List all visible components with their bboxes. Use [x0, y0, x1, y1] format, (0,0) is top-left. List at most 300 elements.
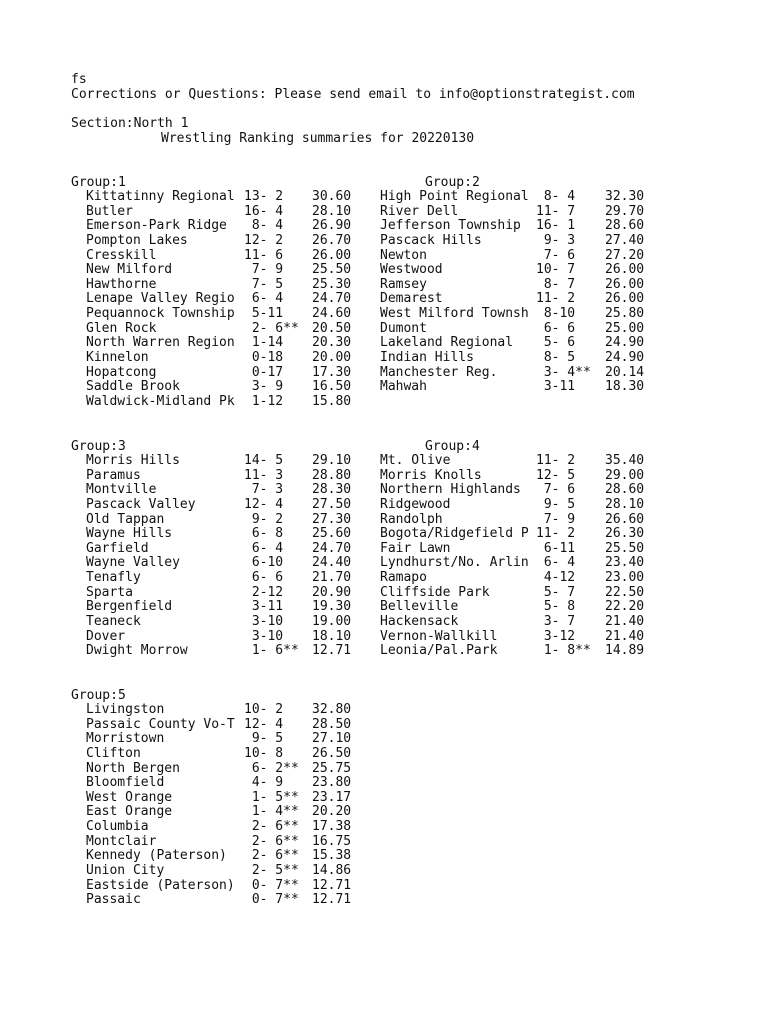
win-loss-record: 3-12 [536, 628, 576, 644]
team-name: East Orange [86, 804, 173, 820]
ranking-row [71, 555, 352, 571]
team-name: Morris Knolls [380, 467, 482, 483]
win-loss-record: 3-10 [244, 614, 284, 630]
ranking-row [71, 760, 352, 777]
team-name: High Point Regional [380, 189, 529, 204]
win-loss-record: 9- 5 [244, 731, 284, 747]
rating-value: 28.60 [605, 482, 645, 498]
ranking-row [71, 614, 352, 630]
win-loss-record: 1- 4** [244, 804, 299, 820]
win-loss-record: 8- 5 [536, 350, 576, 366]
ranking-row [380, 306, 645, 322]
rating-value: 15.38 [312, 848, 352, 864]
ranking-row [71, 848, 352, 864]
rating-value: 20.20 [312, 804, 352, 820]
win-loss-record: 12- 4 [244, 716, 284, 732]
ranking-row [71, 892, 352, 908]
rating-value: 26.30 [605, 526, 645, 542]
win-loss-record: 12- 4 [244, 496, 284, 512]
win-loss-record: 6- 2** [244, 760, 299, 776]
win-loss-record: 9- 5 [536, 496, 576, 512]
group-rows [380, 453, 645, 659]
rating-value: 28.10 [605, 496, 645, 512]
win-loss-record: 3- 7 [536, 614, 576, 630]
team-name: Lakeland Regional [380, 335, 514, 351]
ranking-row [380, 232, 645, 249]
team-name: River Dell [380, 203, 459, 219]
rating-value: 25.50 [605, 540, 645, 556]
rating-value: 26.90 [312, 218, 352, 234]
win-loss-record: 1-12 [244, 393, 284, 409]
win-loss-record: 14- 5 [244, 453, 284, 468]
ranking-row [380, 496, 645, 513]
ranking-row [380, 540, 645, 557]
win-loss-record: 10- 8 [244, 745, 284, 761]
rating-value: 25.80 [605, 306, 645, 322]
ranking-row [71, 482, 352, 498]
contact-line: Corrections or Questions: Please send email to info@optionstrategist.com [71, 87, 635, 102]
win-loss-record: 1-14 [244, 335, 284, 351]
win-loss-record: 8-10 [536, 306, 576, 322]
ranking-row [380, 335, 645, 351]
group-3 [71, 439, 352, 659]
ranking-row [71, 863, 352, 879]
win-loss-record: 6- 4 [244, 540, 284, 556]
ranking-row [71, 511, 352, 528]
team-name: Passaic County Vo-T [86, 716, 235, 732]
rating-value: 12.71 [312, 877, 352, 893]
rating-value: 28.50 [312, 716, 352, 732]
team-name: Columbia [86, 819, 149, 835]
rating-value: 17.30 [312, 364, 352, 380]
group-rows [380, 189, 645, 395]
team-name: Montville [86, 482, 157, 498]
rating-value: 18.10 [312, 628, 352, 644]
win-loss-record: 8- 4 [244, 218, 284, 234]
group-title: Group:3 [71, 439, 126, 454]
rating-value: 28.80 [312, 467, 352, 483]
team-name: Wayne Valley [86, 555, 180, 571]
win-loss-record: 3-10 [244, 628, 284, 644]
win-loss-record: 3- 9 [244, 379, 284, 395]
ranking-row [380, 526, 645, 542]
win-loss-record: 7- 6 [536, 247, 576, 263]
ranking-row [380, 189, 645, 205]
win-loss-record: 11- 2 [536, 453, 576, 468]
team-name: West Orange [86, 789, 173, 805]
rating-value: 26.70 [312, 232, 352, 248]
rating-value: 26.00 [605, 276, 645, 292]
team-name: Bloomfield [86, 775, 165, 791]
team-name: Ramapo [380, 570, 427, 586]
ranking-row [71, 379, 352, 395]
ranking-row [380, 584, 645, 601]
team-name: Cliffside Park [380, 584, 490, 600]
team-name: Ramsey [380, 276, 427, 292]
rating-value: 25.00 [605, 320, 645, 336]
rating-value: 20.90 [312, 584, 352, 600]
win-loss-record: 6- 4 [244, 291, 284, 307]
team-name: Northern Highlands [380, 482, 521, 498]
rating-value: 12.71 [312, 892, 352, 908]
rating-value: 24.60 [312, 306, 352, 322]
rating-value: 24.90 [605, 335, 645, 351]
win-loss-record: 11- 3 [244, 467, 284, 483]
win-loss-record: 10- 2 [244, 702, 284, 717]
ranking-row [71, 335, 352, 351]
team-name: Mahwah [380, 379, 427, 395]
rating-value: 29.00 [605, 467, 645, 483]
team-name: Demarest [380, 291, 443, 307]
win-loss-record: 2- 6** [244, 848, 299, 864]
rating-value: 28.30 [312, 482, 352, 498]
ranking-row [71, 189, 352, 205]
ranking-row [71, 364, 352, 381]
ranking-row [380, 247, 645, 264]
rating-value: 28.60 [605, 218, 645, 234]
win-loss-record: 6- 4 [536, 555, 576, 571]
win-loss-record: 7- 3 [244, 482, 284, 498]
win-loss-record: 1- 5** [244, 789, 299, 805]
team-name: Saddle Brook [86, 379, 180, 395]
win-loss-record: 9- 3 [536, 232, 576, 248]
team-name: Dwight Morrow [86, 643, 188, 659]
ranking-row [380, 614, 645, 630]
report-title: Wrestling Ranking summaries for 20220130 [161, 131, 475, 146]
ranking-row [380, 511, 645, 528]
ranking-row [380, 482, 645, 498]
team-name: Ridgewood [380, 496, 451, 512]
rating-value: 35.40 [605, 453, 645, 468]
ranking-row [71, 716, 352, 733]
team-name: Eastside (Paterson) [86, 877, 235, 893]
team-name: Wayne Hills [86, 526, 173, 542]
group-4 [380, 439, 645, 659]
team-name: Pompton Lakes [86, 232, 188, 248]
team-name: Pascack Valley [86, 496, 196, 512]
rating-value: 26.60 [605, 511, 645, 527]
ranking-row [380, 364, 645, 381]
rating-value: 27.30 [312, 511, 352, 527]
win-loss-record: 16- 1 [536, 218, 576, 234]
ranking-row [71, 745, 352, 762]
ranking-row [71, 804, 352, 820]
win-loss-record: 0- 7** [244, 877, 299, 893]
ranking-row [71, 232, 352, 249]
rating-value: 17.38 [312, 819, 352, 835]
win-loss-record: 5- 7 [536, 584, 576, 600]
team-name: Kinnelon [86, 350, 149, 366]
ranking-row [71, 584, 352, 601]
win-loss-record: 0-17 [244, 364, 284, 380]
ranking-row [71, 262, 352, 278]
team-name: Cresskill [86, 247, 157, 263]
rating-value: 15.80 [312, 393, 352, 409]
rating-value: 32.30 [605, 189, 645, 204]
ranking-row [71, 702, 352, 718]
team-name: Hopatcong [86, 364, 157, 380]
team-name: Dover [86, 628, 126, 644]
team-name: West Milford Townsh [380, 306, 529, 322]
team-name: Kittatinny Regional [86, 189, 235, 204]
win-loss-record: 7- 6 [536, 482, 576, 498]
win-loss-record: 4- 9 [244, 775, 284, 791]
team-name: Westwood [380, 262, 443, 278]
rating-value: 29.70 [605, 203, 645, 219]
rating-value: 18.30 [605, 379, 645, 395]
win-loss-record: 12- 2 [244, 232, 284, 248]
win-loss-record: 6-10 [244, 555, 284, 571]
rating-value: 26.00 [312, 247, 352, 263]
win-loss-record: 0-18 [244, 350, 284, 366]
ranking-row [71, 877, 352, 894]
team-name: Indian Hills [380, 350, 474, 366]
team-name: Pascack Hills [380, 232, 482, 248]
team-name: North Warren Region [86, 335, 235, 351]
team-name: Sparta [86, 584, 133, 600]
team-name: Glen Rock [86, 320, 157, 336]
team-name: Hackensack [380, 614, 459, 630]
win-loss-record: 8- 4 [536, 189, 576, 204]
team-name: New Milford [86, 262, 173, 278]
rating-value: 25.50 [312, 262, 352, 278]
team-name: Garfield [86, 540, 149, 556]
team-name: Dumont [380, 320, 427, 336]
ranking-row [71, 819, 352, 835]
win-loss-record: 0- 7** [244, 892, 299, 908]
win-loss-record: 2- 5** [244, 863, 299, 879]
ranking-row [71, 247, 352, 264]
rating-value: 29.10 [312, 453, 352, 468]
team-name: Leonia/Pal.Park [380, 643, 498, 659]
win-loss-record: 11- 6 [244, 247, 284, 263]
ranking-row [71, 350, 352, 366]
win-loss-record: 6-11 [536, 540, 576, 556]
ranking-row [71, 570, 352, 586]
group-title: Group:4 [425, 439, 480, 454]
ranking-row [71, 775, 352, 791]
rating-value: 28.10 [312, 203, 352, 219]
group-rows [71, 453, 352, 659]
win-loss-record: 1- 8** [536, 643, 591, 659]
team-name: Vernon-Wallkill [380, 628, 498, 644]
rating-value: 19.30 [312, 599, 352, 615]
win-loss-record: 6- 8 [244, 526, 284, 542]
rating-value: 24.90 [605, 350, 645, 366]
rating-value: 16.75 [312, 833, 352, 849]
ranking-row [71, 731, 352, 747]
win-loss-record: 12- 5 [536, 467, 576, 483]
ranking-row [71, 218, 352, 234]
group-title: Group:5 [71, 688, 126, 703]
team-name: Morristown [86, 731, 165, 747]
team-name: Emerson-Park Ridge [86, 218, 227, 234]
team-name: Belleville [380, 599, 459, 615]
team-name: Teaneck [86, 614, 141, 630]
rating-value: 23.17 [312, 789, 352, 805]
team-name: Manchester Reg. [380, 364, 498, 380]
rating-value: 32.80 [312, 702, 352, 717]
ranking-row [380, 628, 645, 645]
section-label: Section:North 1 [71, 116, 189, 131]
rating-value: 27.40 [605, 232, 645, 248]
rating-value: 23.00 [605, 570, 645, 586]
rating-value: 27.20 [605, 247, 645, 263]
ranking-row [71, 599, 352, 615]
rating-value: 19.00 [312, 614, 352, 630]
ranking-row [71, 393, 352, 410]
rating-value: 23.40 [605, 555, 645, 571]
team-name: Lenape Valley Regio [86, 291, 235, 307]
team-name: Waldwick-Midland Pk [86, 393, 235, 409]
report-code: fs [71, 72, 87, 87]
win-loss-record: 5- 6 [536, 335, 576, 351]
win-loss-record: 9- 2 [244, 511, 284, 527]
win-loss-record: 6- 6 [244, 570, 284, 586]
rating-value: 20.00 [312, 350, 352, 366]
rating-value: 24.70 [312, 291, 352, 307]
team-name: Passaic [86, 892, 141, 908]
team-name: Kennedy (Paterson) [86, 848, 227, 864]
team-name: Pequannock Township [86, 306, 235, 322]
rating-value: 26.00 [605, 291, 645, 307]
rating-value: 14.89 [605, 643, 645, 659]
rating-value: 12.71 [312, 643, 352, 659]
win-loss-record: 2- 6** [244, 819, 299, 835]
team-name: Montclair [86, 833, 157, 849]
win-loss-record: 8- 7 [536, 276, 576, 292]
win-loss-record: 2- 6** [244, 833, 299, 849]
win-loss-record: 7- 9 [244, 262, 284, 278]
win-loss-record: 10- 7 [536, 262, 576, 278]
rating-value: 21.70 [312, 570, 352, 586]
ranking-row [380, 291, 645, 307]
rating-value: 24.70 [312, 540, 352, 556]
ranking-row [71, 628, 352, 645]
win-loss-record: 2- 6** [244, 320, 299, 336]
rating-value: 14.86 [312, 863, 352, 879]
win-loss-record: 6- 6 [536, 320, 576, 336]
ranking-row [380, 320, 645, 337]
team-name: Livingston [86, 702, 165, 717]
ranking-row [71, 320, 352, 337]
team-name: Lyndhurst/No. Arlin [380, 555, 529, 571]
team-name: Jefferson Township [380, 218, 521, 234]
ranking-row [71, 496, 352, 513]
group-rows [71, 189, 352, 410]
rating-value: 22.50 [605, 584, 645, 600]
win-loss-record: 5-11 [244, 306, 284, 322]
rating-value: 21.40 [605, 614, 645, 630]
rating-value: 24.40 [312, 555, 352, 571]
ranking-row [71, 540, 352, 557]
ranking-row [71, 833, 352, 850]
team-name: Randolph [380, 511, 443, 527]
ranking-row [71, 203, 352, 220]
rating-value: 25.75 [312, 760, 352, 776]
ranking-row [380, 555, 645, 571]
win-loss-record: 11- 2 [536, 526, 576, 542]
team-name: Tenafly [86, 570, 141, 586]
team-name: Hawthorne [86, 276, 157, 292]
ranking-row [380, 276, 645, 293]
win-loss-record: 7- 9 [536, 511, 576, 527]
win-loss-record: 2-12 [244, 584, 284, 600]
ranking-row [71, 789, 352, 806]
win-loss-record: 3-11 [244, 599, 284, 615]
rating-value: 27.10 [312, 731, 352, 747]
ranking-row [380, 262, 645, 278]
win-loss-record: 11- 7 [536, 203, 576, 219]
ranking-row [71, 453, 352, 469]
ranking-row [380, 379, 645, 395]
team-name: Paramus [86, 467, 141, 483]
ranking-row [71, 526, 352, 542]
win-loss-record: 5- 8 [536, 599, 576, 615]
rating-value: 20.14 [605, 364, 645, 380]
rating-value: 27.50 [312, 496, 352, 512]
rating-value: 16.50 [312, 379, 352, 395]
win-loss-record: 1- 6** [244, 643, 299, 659]
group-2 [380, 175, 645, 395]
rating-value: 21.40 [605, 628, 645, 644]
team-name: North Bergen [86, 760, 180, 776]
win-loss-record: 3- 4** [536, 364, 591, 380]
rating-value: 20.50 [312, 320, 352, 336]
rating-value: 30.60 [312, 189, 352, 204]
rating-value: 23.80 [312, 775, 352, 791]
team-name: Bogota/Ridgefield P [380, 526, 529, 542]
win-loss-record: 4-12 [536, 570, 576, 586]
rating-value: 22.20 [605, 599, 645, 615]
team-name: Butler [86, 203, 133, 219]
team-name: Bergenfield [86, 599, 173, 615]
team-name: Mt. Olive [380, 453, 451, 468]
rating-value: 20.30 [312, 335, 352, 351]
rating-value: 26.50 [312, 745, 352, 761]
ranking-row [71, 291, 352, 307]
ranking-row [71, 467, 352, 484]
group-rows [71, 702, 352, 908]
win-loss-record: 13- 2 [244, 189, 284, 204]
ranking-row [71, 276, 352, 293]
team-name: Clifton [86, 745, 141, 761]
ranking-row [380, 350, 645, 366]
ranking-row [380, 453, 645, 469]
group-title: Group:2 [425, 175, 480, 190]
win-loss-record: 16- 4 [244, 203, 284, 219]
win-loss-record: 11- 2 [536, 291, 576, 307]
ranking-row [380, 599, 645, 615]
team-name: Union City [86, 863, 165, 879]
rating-value: 25.30 [312, 276, 352, 292]
win-loss-record: 7- 5 [244, 276, 284, 292]
ranking-row [380, 467, 645, 484]
group-5 [71, 688, 352, 908]
team-name: Fair Lawn [380, 540, 451, 556]
ranking-row [380, 218, 645, 234]
ranking-row [71, 643, 352, 659]
group-1 [71, 175, 352, 410]
rating-value: 25.60 [312, 526, 352, 542]
group-title: Group:1 [71, 175, 126, 190]
win-loss-record: 3-11 [536, 379, 576, 395]
ranking-row [71, 306, 352, 322]
ranking-row [380, 643, 645, 659]
team-name: Morris Hills [86, 453, 180, 468]
team-name: Old Tappan [86, 511, 165, 527]
rating-value: 26.00 [605, 262, 645, 278]
